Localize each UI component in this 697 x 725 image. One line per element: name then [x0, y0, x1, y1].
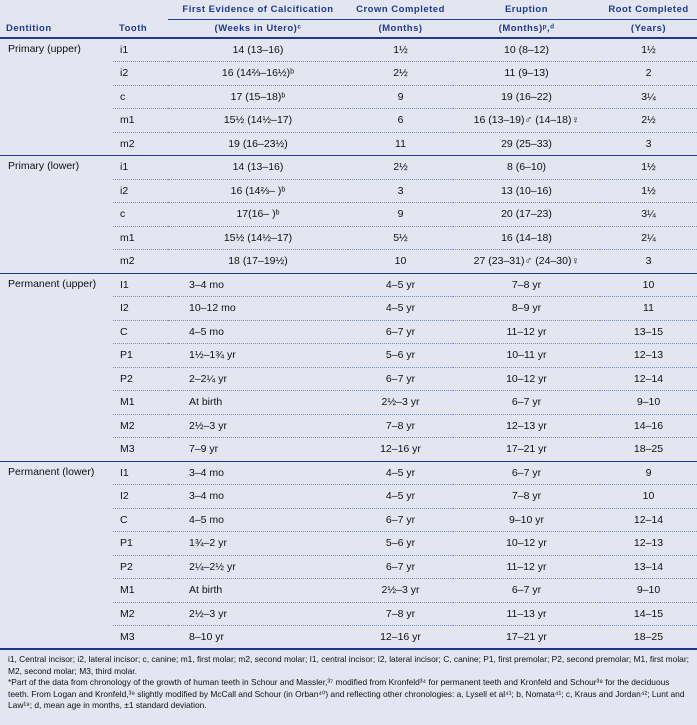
header-eruption: Eruption — [453, 0, 600, 20]
cell-root-completed: 3¼ — [600, 85, 697, 109]
cell-eruption: 16 (14–18) — [453, 226, 600, 250]
header-root-unit: (Years) — [600, 20, 697, 39]
table-row — [0, 226, 697, 250]
cell-calcification: 3–4 mo — [168, 485, 348, 509]
table-row — [0, 438, 697, 462]
cell-crown-completed: 9 — [348, 85, 453, 109]
table-body — [0, 38, 697, 649]
cell-dentition — [0, 579, 113, 603]
header-crown-completed: Crown Completed — [348, 0, 453, 20]
cell-calcification: 3–4 mo — [168, 461, 348, 485]
cell-eruption: 17–21 yr — [453, 626, 600, 650]
cell-tooth: C — [113, 508, 168, 532]
cell-tooth: m1 — [113, 226, 168, 250]
cell-root-completed: 9–10 — [600, 579, 697, 603]
cell-dentition — [0, 391, 113, 415]
cell-eruption: 16 (13–19)♂ (14–18)♀ — [453, 109, 600, 133]
cell-root-completed: 1½ — [600, 156, 697, 180]
table-row — [0, 391, 697, 415]
cell-dentition — [0, 626, 113, 650]
cell-dentition — [0, 203, 113, 227]
cell-root-completed: 13–14 — [600, 555, 697, 579]
table-row — [0, 109, 697, 133]
cell-calcification: 3–4 mo — [168, 273, 348, 297]
cell-crown-completed: 11 — [348, 132, 453, 156]
table-row — [0, 602, 697, 626]
cell-dentition — [0, 367, 113, 391]
cell-crown-completed: 1½ — [348, 38, 453, 62]
cell-crown-completed: 6–7 yr — [348, 508, 453, 532]
cell-tooth: i1 — [113, 38, 168, 62]
cell-crown-completed: 9 — [348, 203, 453, 227]
cell-dentition — [0, 485, 113, 509]
cell-dentition — [0, 532, 113, 556]
cell-root-completed: 9 — [600, 461, 697, 485]
header-row-top — [0, 0, 697, 20]
cell-dentition — [0, 179, 113, 203]
cell-crown-completed: 5–6 yr — [348, 344, 453, 368]
cell-eruption: 6–7 yr — [453, 391, 600, 415]
header-crown-unit: (Months) — [348, 20, 453, 39]
cell-calcification: 17 (15–18)ᵇ — [168, 85, 348, 109]
cell-tooth: c — [113, 203, 168, 227]
cell-crown-completed: 3 — [348, 179, 453, 203]
table-row — [0, 367, 697, 391]
cell-crown-completed: 2½–3 yr — [348, 579, 453, 603]
table-row — [0, 626, 697, 650]
cell-eruption: 12–13 yr — [453, 414, 600, 438]
cell-eruption: 8 (6–10) — [453, 156, 600, 180]
cell-tooth: i2 — [113, 179, 168, 203]
cell-calcification: 4–5 mo — [168, 320, 348, 344]
cell-root-completed: 11 — [600, 297, 697, 321]
table-row — [0, 579, 697, 603]
cell-dentition — [0, 132, 113, 156]
cell-root-completed: 2½ — [600, 109, 697, 133]
cell-eruption: 10–12 yr — [453, 367, 600, 391]
cell-tooth: M1 — [113, 579, 168, 603]
cell-eruption: 19 (16–22) — [453, 85, 600, 109]
cell-calcification: 7–9 yr — [168, 438, 348, 462]
cell-calcification: 1¾–2 yr — [168, 532, 348, 556]
cell-dentition — [0, 344, 113, 368]
cell-root-completed: 18–25 — [600, 626, 697, 650]
cell-tooth: C — [113, 320, 168, 344]
table-row — [0, 85, 697, 109]
cell-eruption: 9–10 yr — [453, 508, 600, 532]
cell-root-completed: 14–15 — [600, 602, 697, 626]
cell-dentition — [0, 414, 113, 438]
cell-dentition — [0, 320, 113, 344]
cell-dentition — [0, 555, 113, 579]
cell-root-completed: 14–16 — [600, 414, 697, 438]
table-row — [0, 414, 697, 438]
table-row — [0, 250, 697, 274]
cell-dentition — [0, 85, 113, 109]
cell-eruption: 11–12 yr — [453, 320, 600, 344]
cell-tooth: i1 — [113, 156, 168, 180]
table-row — [0, 297, 697, 321]
cell-calcification: 2–2¼ yr — [168, 367, 348, 391]
cell-eruption: 17–21 yr — [453, 438, 600, 462]
cell-calcification: 16 (14⅔–16½)ᵇ — [168, 62, 348, 86]
cell-tooth: M1 — [113, 391, 168, 415]
cell-crown-completed: 7–8 yr — [348, 602, 453, 626]
cell-dentition — [0, 438, 113, 462]
cell-crown-completed: 2½–3 yr — [348, 391, 453, 415]
cell-calcification: 15½ (14½–17) — [168, 226, 348, 250]
cell-crown-completed: 6–7 yr — [348, 320, 453, 344]
cell-calcification: 14 (13–16) — [168, 38, 348, 62]
cell-root-completed: 12–14 — [600, 367, 697, 391]
cell-root-completed: 1½ — [600, 38, 697, 62]
cell-crown-completed: 5–6 yr — [348, 532, 453, 556]
header-calcification-unit: (Weeks in Utero)ᶜ — [168, 20, 348, 39]
cell-tooth: M2 — [113, 414, 168, 438]
cell-tooth: c — [113, 85, 168, 109]
cell-root-completed: 12–13 — [600, 344, 697, 368]
cell-tooth: m1 — [113, 109, 168, 133]
table-row — [0, 485, 697, 509]
cell-crown-completed: 12–16 yr — [348, 626, 453, 650]
cell-tooth: I1 — [113, 461, 168, 485]
cell-root-completed: 10 — [600, 485, 697, 509]
header-tooth: Tooth — [113, 20, 168, 39]
cell-root-completed: 10 — [600, 273, 697, 297]
cell-calcification: 10–12 mo — [168, 297, 348, 321]
cell-calcification: At birth — [168, 579, 348, 603]
cell-calcification: 19 (16–23½) — [168, 132, 348, 156]
cell-root-completed: 13–15 — [600, 320, 697, 344]
cell-crown-completed: 4–5 yr — [348, 273, 453, 297]
cell-crown-completed: 10 — [348, 250, 453, 274]
footnote-sources: *Part of the data from chronology of the growth of human teeth in Schour and Massler,³⁷ modified from Kronfeld³⁴ for permanent teeth and Kronfeld and Schour³⁸ for the deciduous teeth. From Logan and Kronfeld,³⁹ slightly modified by McCall and Schour (in Orban⁴⁰) and reflecting other chronologies: a, Lysell et al⁴¹; b, Nomata⁴¹; c, Kraus and Jordan⁴²; Lunt and Law¹⁹; d, mean age in months, ±1 standard deviation. — [8, 677, 685, 711]
cell-calcification: 4–5 mo — [168, 508, 348, 532]
table-row — [0, 320, 697, 344]
cell-dentition — [0, 109, 113, 133]
cell-calcification: 14 (13–16) — [168, 156, 348, 180]
cell-dentition: Primary (upper) — [0, 38, 113, 62]
cell-tooth: M3 — [113, 626, 168, 650]
cell-dentition — [0, 62, 113, 86]
cell-tooth: I2 — [113, 297, 168, 321]
header-root-completed: Root Completed — [600, 0, 697, 20]
cell-eruption: 11–12 yr — [453, 555, 600, 579]
cell-calcification: 1½–1¾ yr — [168, 344, 348, 368]
cell-dentition — [0, 250, 113, 274]
cell-eruption: 29 (25–33) — [453, 132, 600, 156]
cell-tooth: m2 — [113, 132, 168, 156]
cell-root-completed: 18–25 — [600, 438, 697, 462]
header-dentition-top — [0, 0, 113, 20]
cell-calcification: 16 (14⅔– )ᵇ — [168, 179, 348, 203]
cell-eruption: 27 (23–31)♂ (24–30)♀ — [453, 250, 600, 274]
cell-crown-completed: 7–8 yr — [348, 414, 453, 438]
cell-eruption: 7–8 yr — [453, 273, 600, 297]
cell-tooth: P1 — [113, 344, 168, 368]
cell-crown-completed: 12–16 yr — [348, 438, 453, 462]
cell-calcification: 18 (17–19½) — [168, 250, 348, 274]
table-row — [0, 156, 697, 180]
cell-tooth: P2 — [113, 555, 168, 579]
cell-eruption: 11–13 yr — [453, 602, 600, 626]
cell-eruption: 20 (17–23) — [453, 203, 600, 227]
cell-root-completed: 1½ — [600, 179, 697, 203]
cell-eruption: 6–7 yr — [453, 461, 600, 485]
cell-calcification: 2¼–2½ yr — [168, 555, 348, 579]
table-row — [0, 555, 697, 579]
cell-root-completed: 9–10 — [600, 391, 697, 415]
cell-eruption: 10–12 yr — [453, 532, 600, 556]
cell-calcification: 8–10 yr — [168, 626, 348, 650]
cell-eruption: 11 (9–13) — [453, 62, 600, 86]
table-row — [0, 508, 697, 532]
cell-calcification: 15½ (14½–17) — [168, 109, 348, 133]
cell-eruption: 8–9 yr — [453, 297, 600, 321]
table-row — [0, 179, 697, 203]
table-row — [0, 132, 697, 156]
cell-root-completed: 2 — [600, 62, 697, 86]
table-row — [0, 461, 697, 485]
cell-tooth: P2 — [113, 367, 168, 391]
cell-calcification: 2½–3 yr — [168, 602, 348, 626]
cell-eruption: 13 (10–16) — [453, 179, 600, 203]
table-row — [0, 532, 697, 556]
header-dentition: Dentition — [0, 20, 113, 39]
cell-tooth: M2 — [113, 602, 168, 626]
cell-crown-completed: 6–7 yr — [348, 555, 453, 579]
cell-dentition — [0, 297, 113, 321]
table-row — [0, 344, 697, 368]
footnotes — [8, 654, 692, 712]
cell-crown-completed: 4–5 yr — [348, 461, 453, 485]
cell-tooth: P1 — [113, 532, 168, 556]
cell-root-completed: 3 — [600, 250, 697, 274]
footnote-abbreviations: i1, Central incisor; i2, lateral incisor; c, canine; m1, first molar; m2, second molar; I1, central incisor; I2, lateral incisor; C, canine; P1, first premolar; P2, second premolar; M1, first molar; M2, second molar; M3, third molar. — [8, 654, 689, 676]
cell-root-completed: 2¼ — [600, 226, 697, 250]
cell-dentition — [0, 508, 113, 532]
header-row-bottom — [0, 20, 697, 39]
cell-dentition — [0, 226, 113, 250]
cell-eruption: 10 (8–12) — [453, 38, 600, 62]
cell-crown-completed: 4–5 yr — [348, 485, 453, 509]
cell-eruption: 6–7 yr — [453, 579, 600, 603]
header-eruption-unit: (Months)ᵖ,ᵈ — [453, 20, 600, 39]
cell-tooth: i2 — [113, 62, 168, 86]
cell-root-completed: 12–14 — [600, 508, 697, 532]
cell-root-completed: 3 — [600, 132, 697, 156]
table-row — [0, 273, 697, 297]
cell-tooth: I1 — [113, 273, 168, 297]
cell-dentition: Permanent (lower) — [0, 461, 113, 485]
cell-crown-completed: 6–7 yr — [348, 367, 453, 391]
cell-tooth: m2 — [113, 250, 168, 274]
cell-crown-completed: 5½ — [348, 226, 453, 250]
cell-crown-completed: 4–5 yr — [348, 297, 453, 321]
cell-tooth: M3 — [113, 438, 168, 462]
cell-calcification: 2½–3 yr — [168, 414, 348, 438]
cell-eruption: 10–11 yr — [453, 344, 600, 368]
cell-crown-completed: 2½ — [348, 156, 453, 180]
cell-eruption: 7–8 yr — [453, 485, 600, 509]
cell-root-completed: 12–13 — [600, 532, 697, 556]
cell-calcification: 17(16– )ᵇ — [168, 203, 348, 227]
table-row — [0, 203, 697, 227]
header-calcification: First Evidence of Calcification — [168, 0, 348, 20]
cell-crown-completed: 6 — [348, 109, 453, 133]
cell-dentition: Primary (lower) — [0, 156, 113, 180]
cell-calcification: At birth — [168, 391, 348, 415]
table-row — [0, 38, 697, 62]
cell-tooth: I2 — [113, 485, 168, 509]
cell-crown-completed: 2½ — [348, 62, 453, 86]
header-tooth-top — [113, 0, 168, 20]
table-row — [0, 62, 697, 86]
cell-dentition — [0, 602, 113, 626]
cell-dentition: Permanent (upper) — [0, 273, 113, 297]
cell-root-completed: 3¼ — [600, 203, 697, 227]
